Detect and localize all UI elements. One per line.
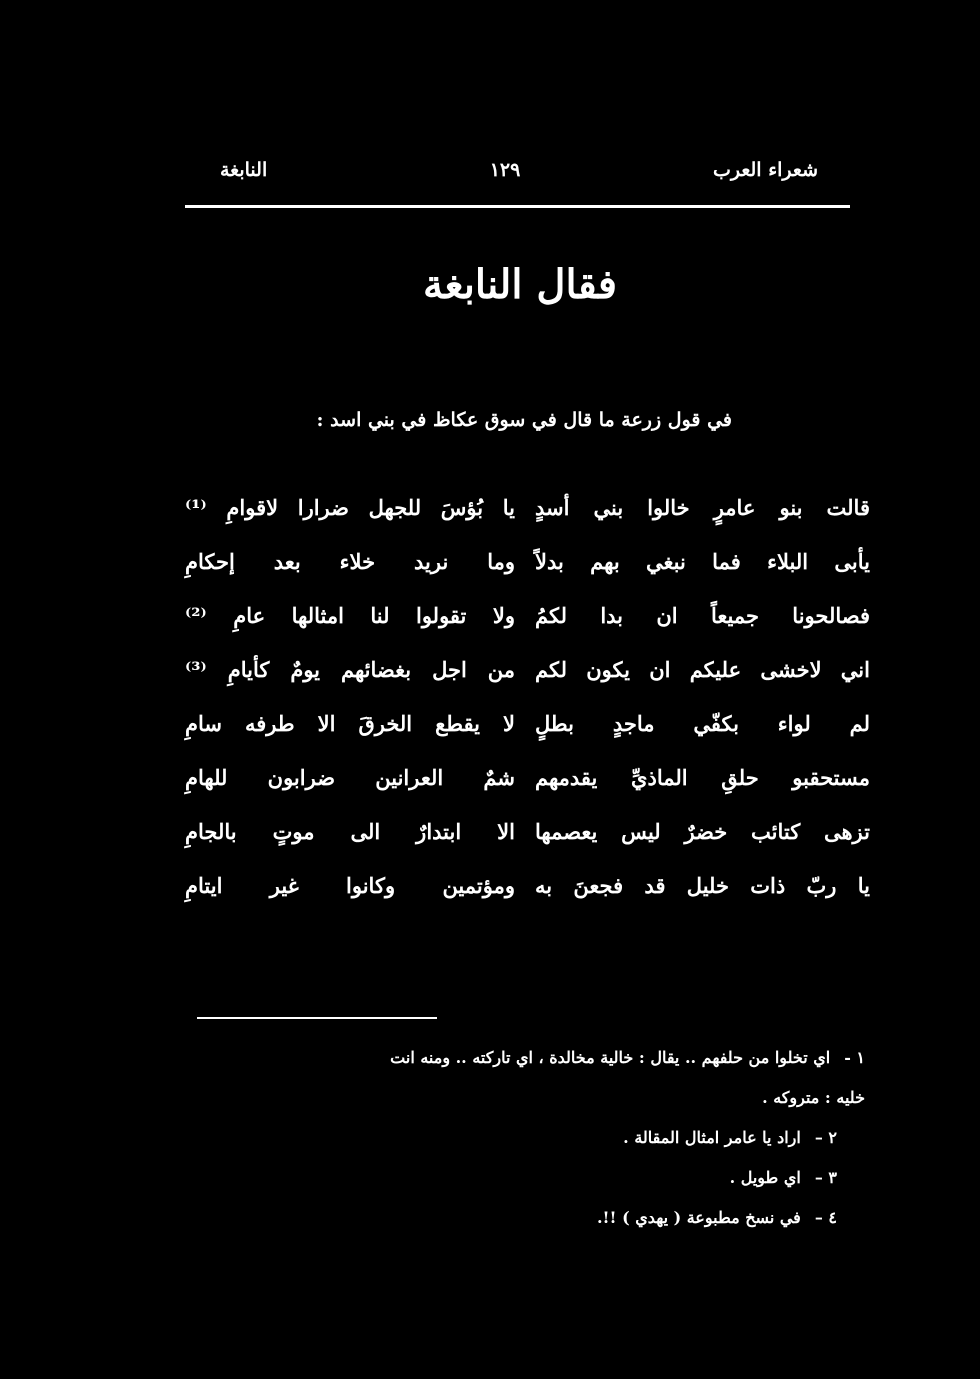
footnote-text: اراد يا عامر امثال المقالة . [623, 1128, 801, 1147]
running-header-poet-name: النابغة [220, 159, 268, 181]
verse-first-hemistich: اني لاخشى عليكم ان يكون لكم [535, 656, 870, 682]
intro-line: في قول زرعة ما قال في سوق عكاظ في بني اسد : [316, 409, 732, 431]
verse-second-hemistich: ولا تقولوا لنا امثالها عامِ ⁽²⁾ [185, 602, 515, 628]
verse-second-hemistich: من اجل بغضائهم يومٌ كأيامِ ⁽³⁾ [185, 656, 515, 682]
footnote [190, 1198, 865, 1238]
footnote-text: خليه : متروكه . [762, 1088, 865, 1107]
footnote-number: ١ - [844, 1048, 865, 1067]
verse-line [185, 858, 870, 912]
footnotes [190, 1038, 865, 1238]
verse-second-hemistich: لا يقطع الخرقَ الا طرفه سامِ [185, 710, 515, 736]
footnote-number: ٤ – [814, 1208, 837, 1227]
running-header-book-title: شعراء العرب [712, 159, 818, 181]
verse-second-hemistich: ومؤتمين وكانوا غير ايتامِ [185, 872, 515, 898]
verse-second-hemistich: وما نريد خلاء بعد إحكامِ [185, 548, 515, 574]
verse-line [185, 534, 870, 588]
poem [185, 480, 870, 912]
verse-first-hemistich: تزهى كتائب خضرٌ ليس يعصمها [535, 818, 870, 844]
footnote [190, 1158, 865, 1198]
footnote-text: في نسخ مطبوعة ( يهدي ) !!. [596, 1208, 801, 1227]
footnote [190, 1118, 865, 1158]
verse-first-hemistich: مستحقبو حلقِ الماذيِّ يقدمهم [535, 764, 870, 790]
verse-line [185, 642, 870, 696]
verse-first-hemistich: يأبى البلاء فما نبغي بهم بدلاً [535, 548, 870, 574]
verse-line [185, 480, 870, 534]
footnote-continuation [190, 1078, 865, 1118]
verse-first-hemistich: فصالحونا جميعاً ان بدا لكمُ [535, 602, 870, 628]
page-number: ١٢٩ [489, 159, 521, 181]
footnote-text: اي طويل . [729, 1168, 801, 1187]
verse-line [185, 804, 870, 858]
verse-first-hemistich: لم لواء بكفّي ماجدٍ بطلٍ [535, 710, 870, 736]
footnote [190, 1038, 865, 1078]
header-divider [185, 205, 850, 208]
section-title: فقال النابغة [423, 261, 617, 308]
verse-line [185, 696, 870, 750]
footnote-text: اي تخلوا من حلفهم .. يقال : خالية مخالدة ، اي تاركته .. ومنه انت [390, 1048, 831, 1067]
verse-second-hemistich: شمٌ العرانين ضرابون للهامِ [185, 764, 515, 790]
footnote-number: ٣ – [814, 1168, 837, 1187]
verse-line [185, 750, 870, 804]
verse-first-hemistich: يا ربّ ذات خليل قد فجعنَ به [535, 872, 870, 898]
verse-second-hemistich: الا ابتدارٌ الى موتٍ بالجامِ [185, 818, 515, 844]
verse-first-hemistich: قالت بنو عامرٍ خالوا بني أسدٍ [535, 494, 870, 520]
verse-line [185, 588, 870, 642]
footnote-divider [197, 1017, 437, 1019]
footnote-number: ٢ – [814, 1128, 837, 1147]
verse-second-hemistich: يا بُؤسَ للجهل ضرارا لاقوامِ ⁽¹⁾ [185, 494, 515, 520]
